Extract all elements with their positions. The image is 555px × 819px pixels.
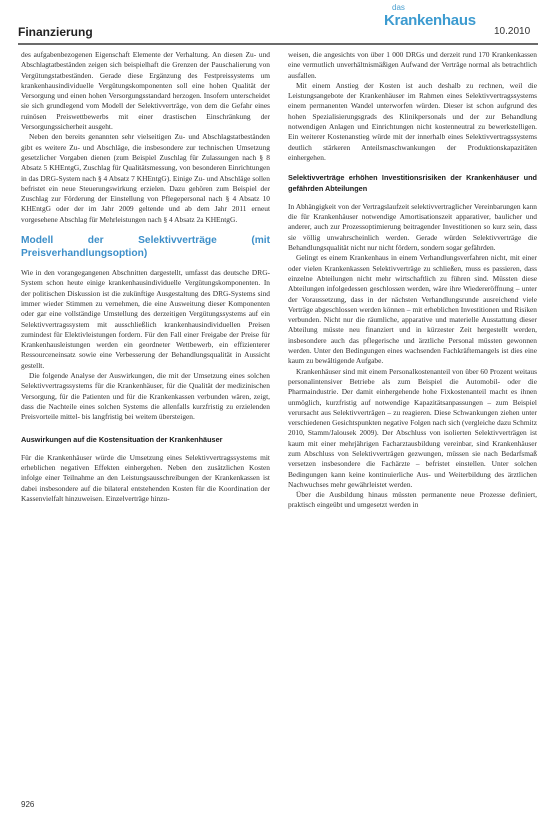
section-title: Finanzierung — [18, 25, 93, 39]
left-column — [21, 50, 270, 504]
paragraph: In Abhängigkeit von der Vertragslaufzeit selektivvertraglicher Vereinbarungen kann die für Krankenhäuser notwendige Amortisationszeit apparativer, baulicher und anderer, auch zur Prozessoptimierung beitragender Investitionen so kurz sein, dass sie völlig unwahrscheinlich werden. Gerade würden Selektivverträge die Behandlungsqualität nicht nur nicht fördern, sondern sogar gefährden. — [288, 201, 537, 253]
paragraph: Über die Ausbildung hinaus müssten permanente neue Prozesse definiert, praktisch eingeübt und umgesetzt werden in — [288, 490, 537, 510]
logo-wordmark: Krankenhaus — [384, 12, 476, 29]
paragraph: des aufgabenbezogenen Eigenschaft Elemente der Verhaltung. An diesen Zu- und Abschlagtatbeständen zeigen sich beispielhaft die Grenzen der Pauschalierung von Vergütungstatbeständen. Gerade diese Ergänzung des Festpreissystems um krankenhausindividuelle Vergütungskomponenten soll eine hohen Qualität der Versorgung und einen hohen Versorgungsstandard herzogen. Insofern unterscheidet sie sich grundlegend vom Modell der Selektivverträge, von dem die Gefahr eines ruinösen Preiswettbewerbs mit einer drastischen Einschränkung der Versorgungssicherheit ausgeht. — [21, 50, 270, 132]
paragraph: Für die Krankenhäuser würde die Umsetzung eines Selektivvertragssystems mit erheblichen negativen Effekten einhergehen. Neben den zusätzlichen Kosten infolge einer Teilnahme an den Leistungsausschreibungen der Krankenkassen ist dabei insbesondere auf die bilateral entstehenden Kosten für die Koordination der Kassenvielfalt hinzuweisen. Einzelverträge hinzu- — [21, 452, 270, 503]
paragraph: Die folgende Analyse der Auswirkungen, die mit der Umsetzung eines solchen Selektivvertragssystems für die Krankenhäuser, für die Qualität der medizinischen Versorgung, für die Patienten und für die Krankenkassen verbunden wären, zeigt, dass die Nachteile eines solchen Systems die allenfalls kurzfristig zu erzielenden Preisvorteile mittel- bis langfristig bei weitem übersteigen. — [21, 371, 270, 422]
paragraph: Neben den bereits genannten sehr vielseitigen Zu- und Abschlagstatbeständen gibt es weitere Zu- und Abschläge, die insbesondere zur technischen Umsetzung gesetzlicher Vorgaben dienen (zum Beispiel Zuschlag für Zulassungen nach § 8 Absatz 5 KHEntgG, Zuschlag für Qualitätsmessung, von besonderen Einrichtungen in das DRG-System nach § 4 Absatz 7 KHEntgG). Einige Zu- und Abschläge sollen befristet ein neue Steuerungswirkung erzielen. Dazu gehören zum Beispiel der Zuschlag zur Förderung der Einstellung von Pflegepersonal nach § 4 Absatz 10 KHEntgG oder der im Jahr 2009 geltende und ab dem Jahr 2011 erneut vorgesehene Abschlag für Mehrleistungen nach § 4 Absatz 2a KHEntgG. — [21, 132, 270, 224]
subheading: Auswirkungen auf die Kostensituation der Krankenhäuser — [21, 434, 223, 444]
paragraph: Gelingt es einem Krankenhaus in einem Verhandlungsverfahren nicht, mit einer oder vielen Krankenkassen Selektivverträge zu schließen, muss es passieren, dass einzelne Abteilungen nicht mehr wirtschaftlich zu führen sind. Müssten diese Abteilungen infolgedessen geschlossen werden, wäre ihre Wiedereröffnung – unter der Voraussetzung, dass in der nächsten Verhandlungsrunde ausreichend viele Verträge abgeschlossen werden können – mit erheblichen Investitionen und Risiken verbunden. Nicht nur die räumliche, apparative und materielle Ausstattung dieser Abteilung müsste neu finanziert und in kürzester Zeit hergestellt werden, insbesondere auch das pflegerische und ärztliche Personal müssten gewonnen werden. Unter den Bedingungen eines wachsenden Fachkräftemangels ist dies eine kaum zu bewältigende Aufgabe. — [288, 253, 537, 366]
magazine-logo — [384, 3, 484, 39]
section-heading: Modell der Selektivverträge (mit Preisverhandlungsoption) — [21, 235, 270, 259]
issue-number: 10.2010 — [494, 26, 531, 37]
subheading: Selektivverträge erhöhen Investitionsrisiken der Krankenhäuser und gefährden Abteilungen — [288, 173, 537, 193]
paragraph: Krankenhäuser sind mit einem Personalkostenanteil von über 60 Prozent weitaus personalintensiver Betriebe als zum Beispiel die Automobil- oder die Pharmaindustrie. Der damit einhergehende hohe Fixkostenanteil macht es ihnen unmöglich, kurzfristig auf notwendige Kapazitätsanpassungen – zum Beispiel verursacht aus Selektivverträgen – zu reagieren. Diese Schwankungen ziehen unter verschiedenen Gesichtspunkten negative Folgen nach sich (vergleiche dazu Schmitz 2010, Stamm/Jalousek 2009). Der Abschluss von isolierten Selektivverträgen ist kaum mit einer mehrjährigen Facharztausbildung vereinbar, sind Krankenhäuser zum Abschluss von Selektivverträgen gezwungen, müssen sie nach Bedarfsmaß versetzen insbesondere die Fachärzte – befristet einstellen. Unter solchen Bedingungen kann keine kontinuierliche Aus- und Weiterbildung des ärztlichen Nachwuchses mehr gewährleistet werden. — [288, 366, 538, 489]
paragraph: weisen, die angesichts von über 1 000 DRGs und derzeit rund 170 Krankenkassen eine vermutlich unverhältnismäßigen Aufwand der Verträge normal als betrachtlich ausfallen. — [288, 50, 537, 80]
paragraph: Mit einem Anstieg der Kosten ist auch deshalb zu rechnen, weil die Leistungsangebote der Krankenhäuser im Rahmen eines Selektivvertragssystems einem permanenten Wandel unterworfen würden. Dieser ist schon aufgrund des hohen Spezialisierungsgrads des Klinikpersonals und der zur Behandlung notwendigen Anlagen und Einrichtungen nicht kostenneutral zu bewerkstelligen. Ein weiterer Kostenanstieg würde mit der innerhalb eines Selektivvertragssystems deutlich stärkeren Anteilsmaschwankungen der Produktionskapazitäten einhergehen. — [288, 80, 537, 162]
page-number: 926 — [21, 800, 35, 809]
right-column — [288, 50, 537, 511]
header-divider — [18, 43, 538, 45]
paragraph: Wie in den vorangegangenen Abschnitten dargestellt, umfasst das deutsche DRG-System schon heute einige krankenhausindividuelle Vergütungskomponenten. In der politischen Diskussion ist die zukünftige Ausgestaltung des DRG-Systems sind immer wieder Stimmen zu vernehmen, die eine Ausweitung dieser Komponenten oder gar eine vollständige Umstellung des derzeitigen Vergütungssystems auf ein Selektivvertragssystem mit ausschließlich krankenhausindividuellen Preisen zumindest für Elektivleistungen fordern. Für den Fall einer Freigabe der Preise für Krankenhausleistungen werden ein geordneter Wettbewerb, ein effizienterer Ressourceneinsatz sowie eine Verbesserung der Behandlungsqualität in Aussicht gestellt. — [21, 268, 270, 370]
logo-prefix: das — [392, 3, 405, 12]
page-header — [0, 0, 555, 44]
